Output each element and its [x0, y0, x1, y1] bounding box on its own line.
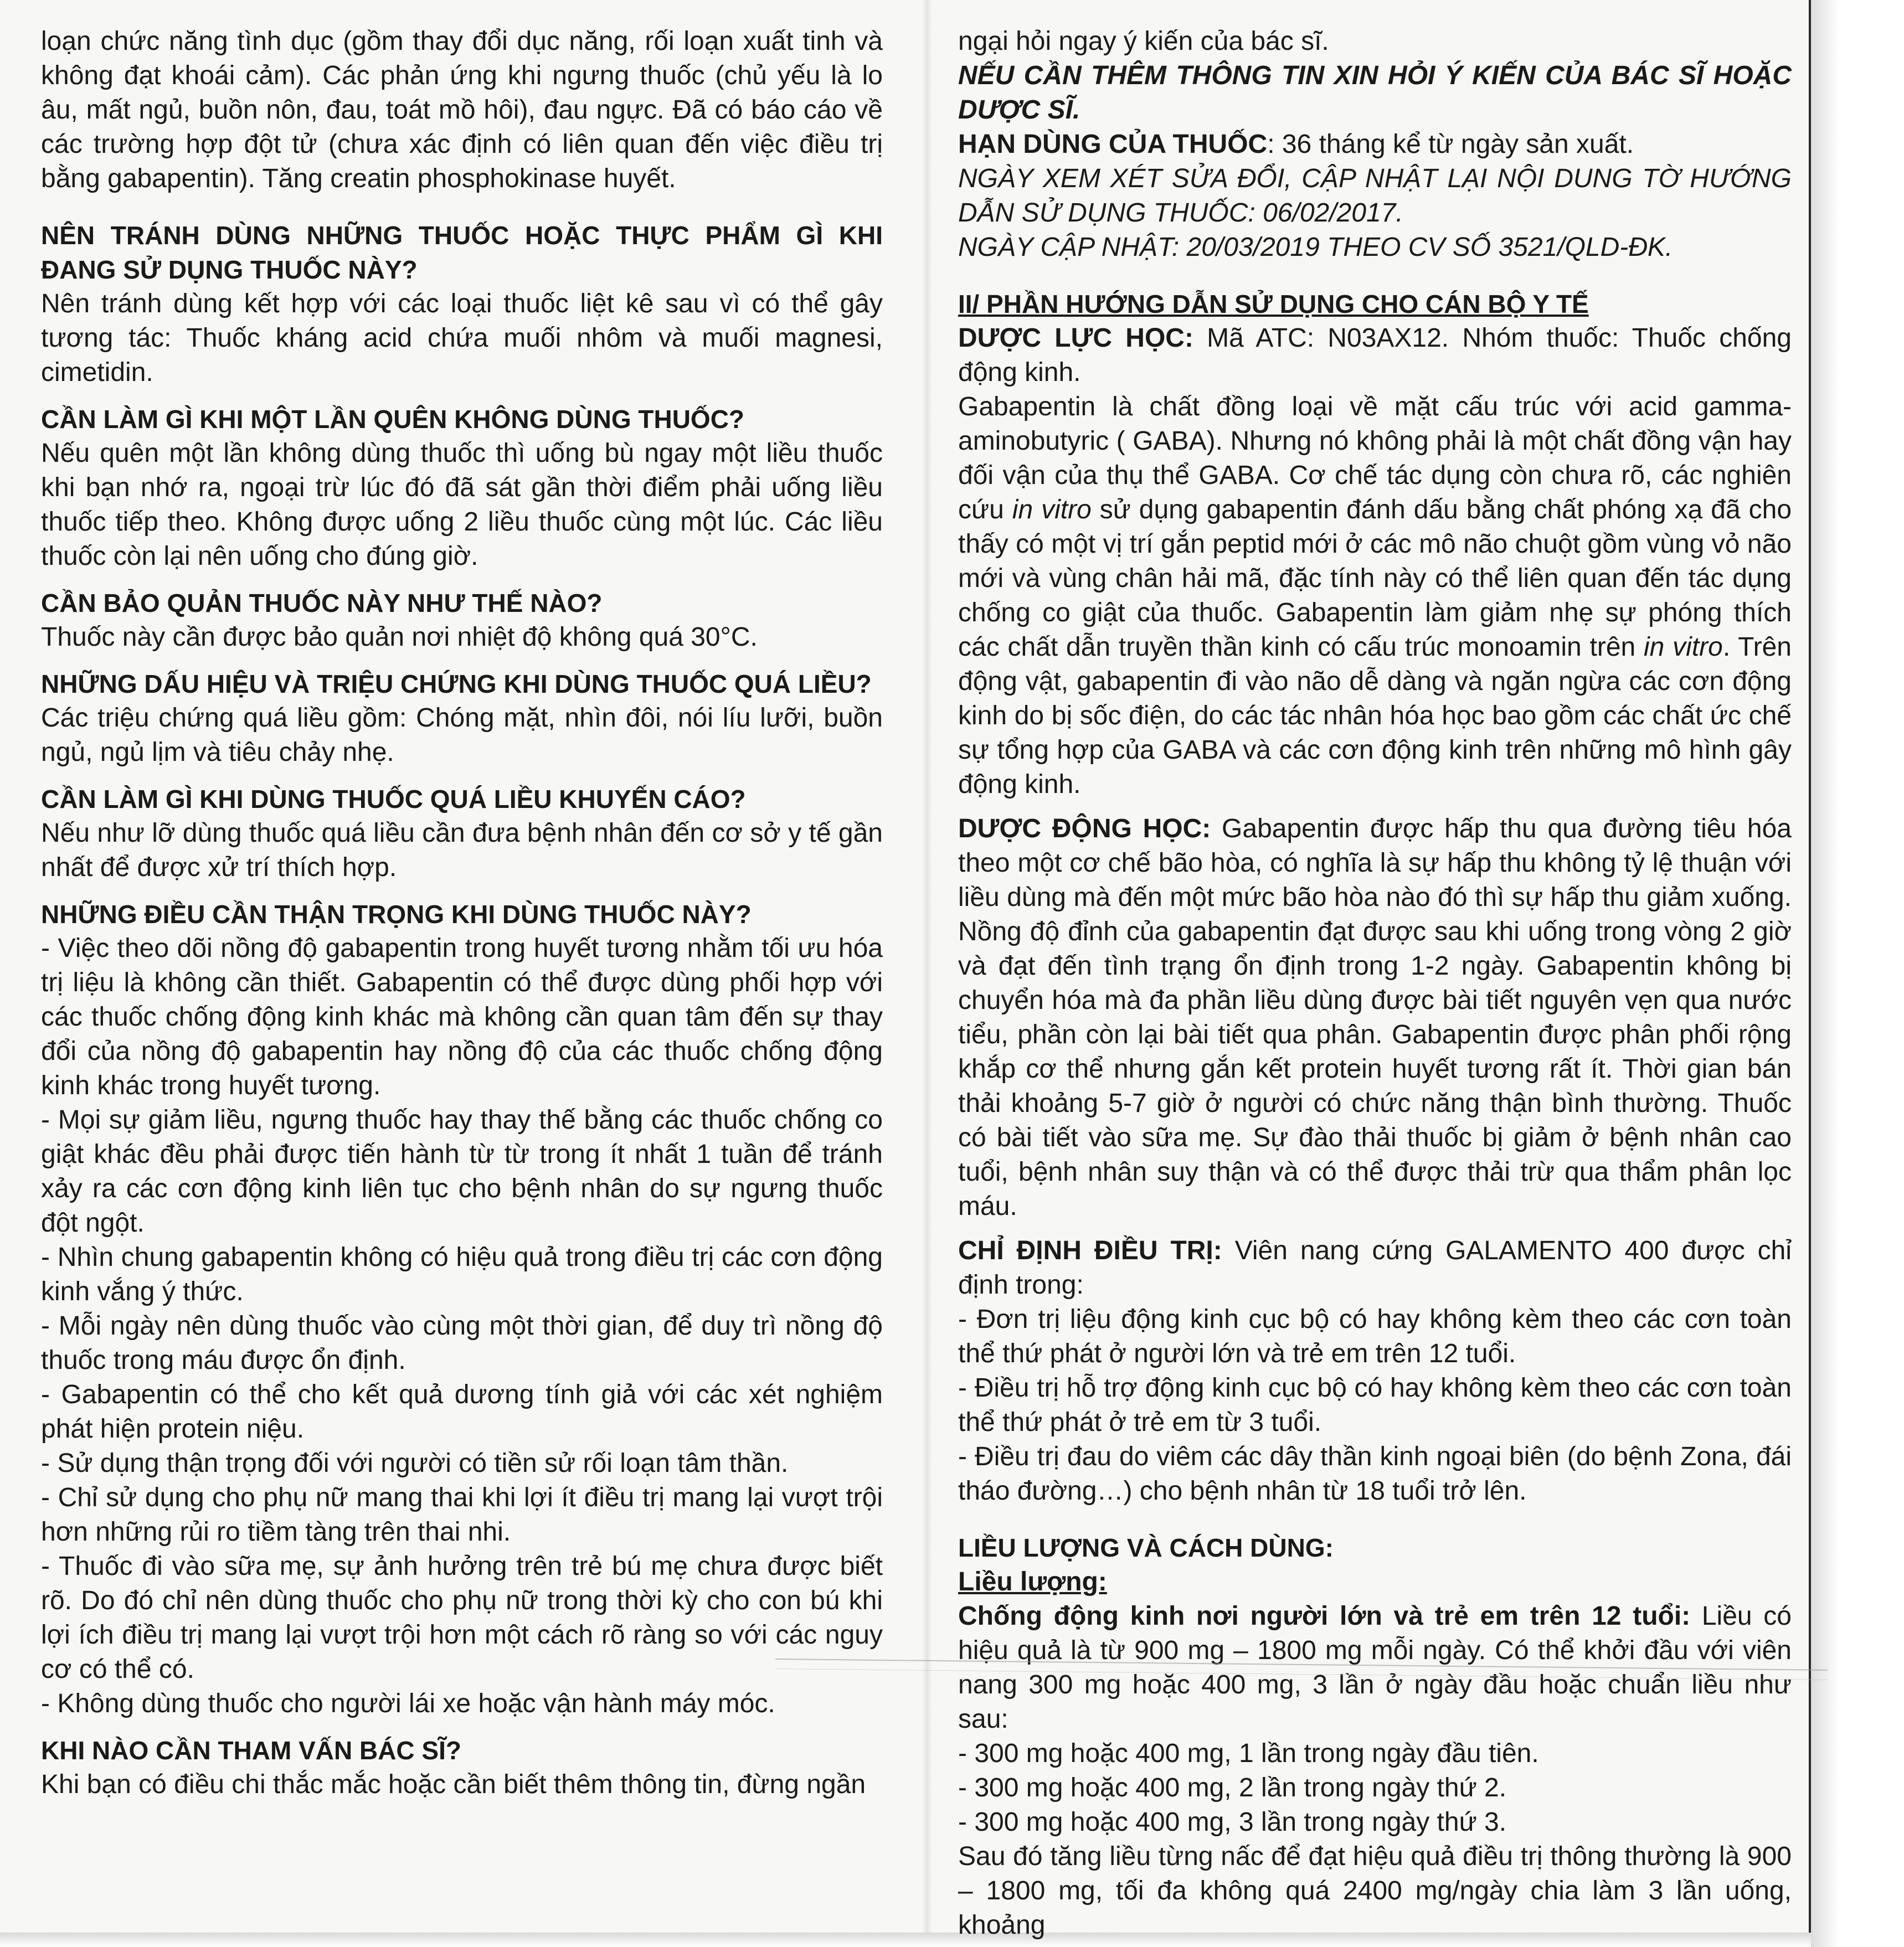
dose-step: - 300 mg hoặc 400 mg, 2 lần trong ngày thứ 2. — [958, 1773, 1507, 1802]
page-fold — [922, 0, 932, 1933]
overdose-action-text: Nếu như lỡ dùng thuốc quá liều cần đưa bệnh nhân đến cơ sở y tế gần nhất để được xử trí thích hợp. — [41, 818, 883, 882]
dose-titration-text: Sau đó tăng liều từng nấc để đạt hiệu quả điều trị thông thường là 900 – 1800 mg, tối đa không quá 2400 mg/ngày chia làm 3 lần uống, khoảng — [958, 1842, 1792, 1940]
heading-overdose-signs: NHỮNG DẤU HIỆU VÀ TRIỆU CHỨNG KHI DÙNG THUỐC QUÁ LIỀU? — [41, 669, 872, 698]
right-column — [958, 24, 1792, 1943]
precaution-item: - Không dùng thuốc cho người lái xe hoặc vận hành máy móc. — [41, 1689, 775, 1718]
adult-dose-label: Chống động kinh nơi người lớn và trẻ em trên 12 tuổi: — [958, 1601, 1691, 1631]
indications-label: CHỈ ĐỊNH ĐIỀU TRỊ: — [958, 1236, 1222, 1265]
pharmacokinetics-text: Gabapentin được hấp thu qua đường tiêu hóa theo một cơ chế bão hòa, có nghĩa là sự hấp thu không tỷ lệ thuận với liều dùng mà đến một mức bão hòa nào đó thì sự hấp thu giảm xuống. Nồng độ đỉnh của gabapentin đạt được sau khi uống trong vòng 2 giờ và đạt đến tình trạng ổn định trong 1-2 ngày. Gabapentin không bị chuyển hóa mà đa phần liều dùng được bài tiết nguyên vẹn qua nước tiểu, phần còn lại bài tiết qua phân. Gabapentin được phân phối rộng khắp cơ thể nhưng gắn kết protein huyết tương rất ít. Thời gian bán thải khoảng 5-7 giờ ở người có chức năng thận bình thường. Thuốc có bài tiết vào sữa mẹ. Sự đào thải thuốc bị giảm ở bệnh nhân cao tuổi, bệnh nhân suy thận và có thể được thải trừ qua thẩm phân lọc máu. — [958, 814, 1792, 1221]
indication-item: - Đơn trị liệu động kinh cục bộ có hay không kèm theo các cơn toàn thể thứ phát ở người lớn và trẻ em trên 12 tuổi. — [958, 1305, 1792, 1368]
pharmacodynamics-text: Gabapentin là chất đồng loại về mặt cấu trúc với acid gamma- aminobutyric ( GABA). Nhưng nó không phải là một chất đồng vận hay đối vận của thụ thể GABA. Cơ chế tác dụng còn chưa rõ, các nghiên cứu in vitro sử dụng gabapentin đánh dấu bằng chất phóng xạ đã cho thấy có một vị trí gắn peptid mới ở các mô não chuột gồm vùng vỏ não mới và vùng chân hải mã, đặc tính này có thể liên quan đến tác dụng chống co giật của thuốc. Gabapentin làm giảm nhẹ sự phóng thích các chất dẫn truyền thần kinh có cấu trúc monoamin trên in vitro. Trên động vật, gabapentin đi vào não dễ dàng và ngăn ngừa các cơn động kinh do bị sốc điện, do các tác nhân hóa học bao gồm các chất ức chế sự tổng hợp của GABA và các cơn động kinh trên những mô hình gây động kinh. — [958, 392, 1792, 799]
review-date: NGÀY XEM XÉT SỬA ĐỔI, CẬP NHẬT LẠI NỘI DUNG TỜ HƯỚNG DẪN SỬ DỤNG THUỐC: 06/02/2017. — [958, 164, 1792, 228]
consult-continued: ngại hỏi ngay ý kiến của bác sĩ. — [958, 27, 1329, 56]
overdose-signs-text: Các triệu chứng quá liều gồm: Chóng mặt, nhìn đôi, nói líu lưỡi, buồn ngủ, ngủ lịm và tiêu chảy nhẹ. — [41, 703, 883, 767]
precaution-item: - Nhìn chung gabapentin không có hiệu quả trong điều trị các cơn động kinh vắng ý thức. — [41, 1243, 883, 1306]
paper-margin-right — [1811, 0, 1904, 1947]
heading-precautions: NHỮNG ĐIỀU CẦN THẬN TRỌNG KHI DÙNG THUỐC NÀY? — [41, 900, 752, 929]
left-column — [41, 24, 883, 1802]
precaution-item: - Gabapentin có thể cho kết quả dương tính giả với các xét nghiệm phát hiện protein niệu. — [41, 1380, 883, 1444]
side-effects-continued: loạn chức năng tình dục (gồm thay đổi dục năng, rối loạn xuất tinh và không đạt khoái cảm). Các phản ứng khi ngưng thuốc (chủ yếu là lo âu, mất ngủ, buồn nôn, đau, toát mồ hôi), đau ngực. Đã có báo cáo về các trường hợp đột tử (chưa xác định có liên quan đến việc điều trị bằng gabapentin). Tăng creatin phosphokinase huyết. — [41, 27, 883, 193]
heading-storage: CẦN BẢO QUẢN THUỐC NÀY NHƯ THẾ NÀO? — [41, 589, 603, 617]
missed-dose-text: Nếu quên một lần không dùng thuốc thì uống bù ngay một liều thuốc khi bạn nhớ ra, ngoại trừ lúc đó đã sát gần thời điểm phải uống liều thuốc tiếp theo. Không được uống 2 liều thuốc cùng một lúc. Các liều thuốc còn lại nên uống cho đúng giờ. — [41, 439, 883, 571]
in-vitro-term: in vitro — [1012, 495, 1092, 524]
indication-item: - Điều trị hỗ trợ động kinh cục bộ có hay không kèm theo các cơn toàn thể thứ phát ở trẻ em từ 3 tuổi. — [958, 1373, 1792, 1437]
adult-dose-text: Liều có hiệu quả là từ 900 mg – 1800 mg mỗi ngày. Có thể khởi đầu với viên nang 300 mg hoặc 400 mg, 3 lần ở ngày đầu hoặc chuẩn liều như sau: — [958, 1601, 1792, 1734]
pharmacokinetics-label: DƯỢC ĐỘNG HỌC: — [958, 814, 1211, 843]
heading-avoid: NÊN TRÁNH DÙNG NHỮNG THUỐC HOẶC THỰC PHẨM GÌ KHI ĐANG SỬ DỤNG THUỐC NÀY? — [41, 221, 883, 284]
heading-overdose-action: CẦN LÀM GÌ KHI DÙNG THUỐC QUÁ LIỀU KHUYẾN CÁO? — [41, 785, 746, 813]
pharmacodynamics-atc: Mã ATC: N03AX12. Nhóm thuốc: Thuốc chống động kinh. — [958, 323, 1792, 387]
in-vitro-term: in vitro — [1644, 632, 1723, 662]
part-2-heading: II/ PHẦN HƯỚNG DẪN SỬ DỤNG CHO CÁN BỘ Y TẾ — [958, 290, 1589, 318]
precaution-item: - Sử dụng thận trọng đối với người có tiền sử rối loạn tâm thần. — [41, 1449, 789, 1478]
precaution-item: - Mỗi ngày nên dùng thuốc vào cùng một thời gian, để duy trì nồng độ thuốc trong máu được ổn định. — [41, 1311, 883, 1375]
pharmacodynamics-label: DƯỢC LỰC HỌC: — [958, 323, 1193, 353]
dose-step: - 300 mg hoặc 400 mg, 3 lần trong ngày thứ 3. — [958, 1807, 1507, 1837]
avoid-text: Nên tránh dùng kết hợp với các loại thuốc liệt kê sau vì có thể gây tương tác: Thuốc kháng acid chứa muối nhôm và muối magnesi, cimetidin. — [41, 289, 883, 387]
advice-notice: NẾU CẦN THÊM THÔNG TIN XIN HỎI Ý KIẾN CỦA BÁC SĨ HOẶC DƯỢC SĨ. — [958, 61, 1792, 125]
shelf-life-value: : 36 tháng kể từ ngày sản xuất. — [1267, 130, 1634, 159]
storage-text: Thuốc này cần được bảo quản nơi nhiệt độ không quá 30°C. — [41, 622, 758, 652]
dose-step: - 300 mg hoặc 400 mg, 1 lần trong ngày đầu tiên. — [958, 1739, 1539, 1768]
dosage-subheading: Liều lượng: — [958, 1567, 1107, 1596]
heading-missed-dose: CẦN LÀM GÌ KHI MỘT LẦN QUÊN KHÔNG DÙNG THUỐC? — [41, 405, 745, 434]
indication-item: - Điều trị đau do viêm các dây thần kinh ngoại biên (do bệnh Zona, đái tháo đường…) cho bệnh nhân từ 18 tuổi trở lên. — [958, 1442, 1792, 1506]
shelf-life-label: HẠN DÙNG CỦA THUỐC — [958, 130, 1268, 159]
precaution-item: - Chỉ sử dụng cho phụ nữ mang thai khi lợi ít điều trị mang lại vượt trội hơn những rủi ro tiềm tàng trên thai nhi. — [41, 1483, 883, 1547]
precaution-item: - Mọi sự giảm liều, ngưng thuốc hay thay thế bằng các thuốc chống co giật khác đều phải được tiến hành từ từ trong ít nhất 1 tuần để tránh xảy ra các cơn động kinh liên tục cho bệnh nhân do sự ngưng thuốc đột ngột. — [41, 1105, 883, 1238]
consult-doctor-text: Khi bạn có điều chi thắc mắc hoặc cần biết thêm thông tin, đừng ngần — [41, 1770, 866, 1799]
precaution-item: - Thuốc đi vào sữa mẹ, sự ảnh hưởng trên trẻ bú mẹ chưa được biết rõ. Do đó chỉ nên dùng thuốc cho phụ nữ trong thời kỳ cho con bú khi lợi ích điều trị mang lại vượt trội hơn một cách rõ ràng so với các nguy cơ có thể có. — [41, 1552, 883, 1684]
precaution-item: - Việc theo dõi nồng độ gabapentin trong huyết tương nhằm tối ưu hóa trị liệu là không cần thiết. Gabapentin có thể được dùng phối hợp với các thuốc chống động kinh khác mà không cần quan tâm đến sự thay đổi của nồng độ gabapentin hay nồng độ của các thuốc chống động kinh khác trong huyết tương. — [41, 934, 883, 1100]
dosage-heading: LIỀU LƯỢNG VÀ CÁCH DÙNG: — [958, 1533, 1334, 1562]
indications-text: Viên nang cứng GALAMENTO 400 được chỉ định trong: — [958, 1236, 1792, 1300]
heading-consult-doctor: KHI NÀO CẦN THAM VẤN BÁC SĨ? — [41, 1736, 461, 1765]
update-date: NGÀY CẬP NHẬT: 20/03/2019 THEO CV SỐ 3521/QLD-ĐK. — [958, 233, 1673, 262]
